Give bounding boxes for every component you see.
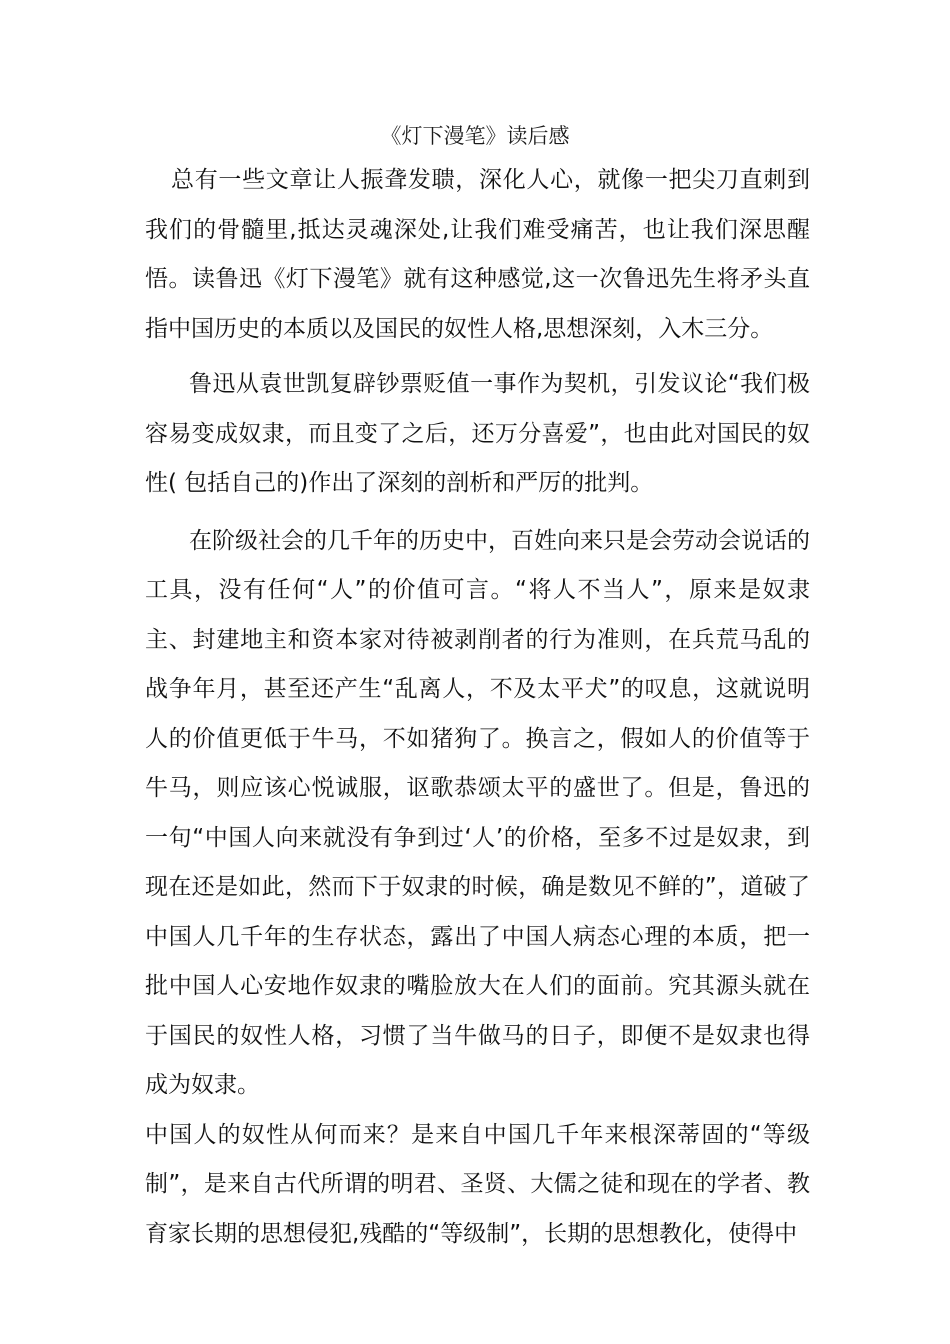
paragraph-2: 鲁迅从袁世凯复辟钞票贬值一事作为契机，引发议论“我们极容易变成奴隶，而且变了之后，还万分喜爱”，也由此对国民的奴性( 包括自己的)作出了深刻的剖析和严厉的批判。 [145,371,810,496]
document-body [145,156,810,1259]
document-title: 《灯下漫笔》读后感 [380,124,570,148]
paragraph-1: 总有一些文章让人振聋发聩，深化人心，就像一把尖刀直刺到我们的骨髓里,抵达灵魂深处,让我们难受痛苦，也让我们深思醒悟。读鲁迅《灯下漫笔》就有这种感觉,这一次鲁迅先生将矛头直指中国历史的本质以及国民的奴性人格,思想深刻，入木三分。 [145,167,810,342]
paragraph-3: 在阶级社会的几千年的历史中，百姓向来只是会劳动会说话的工具，没有任何“人”的价值可言。“将人不当人”，原来是奴隶主、封建地主和资本家对待被剥削者的行为准则，在兵荒马乱的战争年月，甚至还产生“乱离人，不及太平犬”的叹息，这就说明人的价值更低于牛马，不如猪狗了。换言之，假如人的价值等于牛马，则应该心悦诚服，讴歌恭颂太平的盛世了。但是，鲁迅的一句“中国人向来就没有争到过‘人’的价格，至多不过是奴隶，到现在还是如此，然而下于奴隶的时候，确是数见不鲜的”，道破了中国人几千年的生存状态，露出了中国人病态心理的本质，把一批中国人心安地作奴隶的嘴脸放大在人们的面前。究其源头就在于国民的奴性人格，习惯了当牛做马的日子，即便不是奴隶也得成为奴隶。 [145,527,810,1098]
paragraph-4: 中国人的奴性从何而来？是来自中国几千年来根深蒂固的“等级制”，是来自古代所谓的明君、圣贤、大儒之徒和现在的学者、教育家长期的思想侵犯,残酷的“等级制”，长期的思想教化，使得中 [145,1121,810,1247]
